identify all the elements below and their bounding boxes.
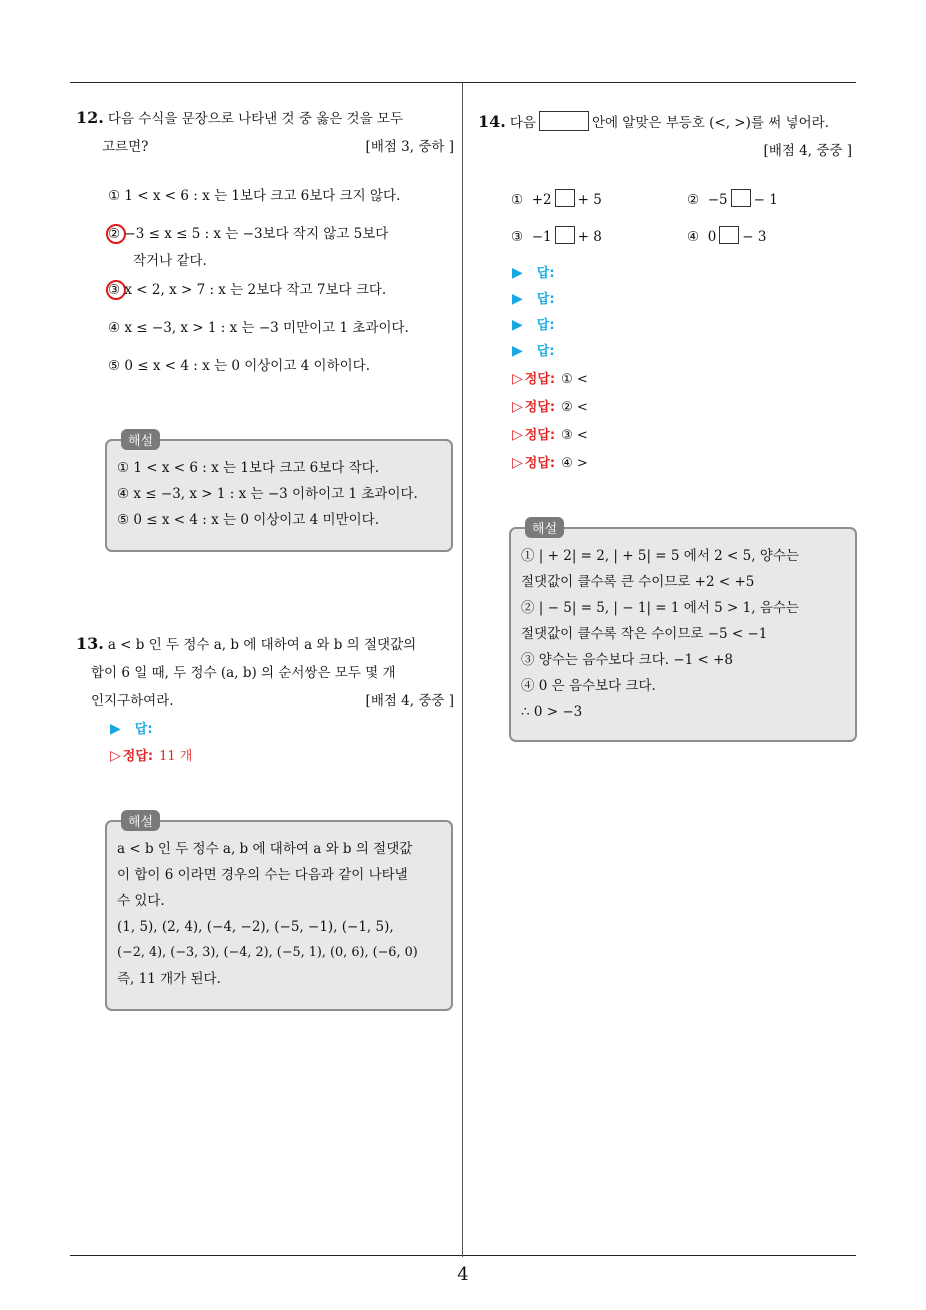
q12-score: [배점 3, 중하 ]	[365, 139, 454, 155]
q13-explanation-line: 수 있다.	[117, 893, 165, 909]
q14-explanation-line: ② | − 5| = 5, | − 1| = 1 에서 5 > 1, 음수는	[521, 600, 799, 616]
q12-option-1[interactable]: ① 1 < x < 6 : x 는 1보다 크고 6보다 크지 않다.	[108, 188, 401, 204]
q14-score: [배점 4, 중중 ]	[763, 143, 852, 159]
q14-explanation-box	[509, 522, 857, 742]
q14-text-after: 안에 알맞은 부등호 (<, >)를 써 넣어라.	[591, 115, 829, 131]
q14-answer-label: 답:	[536, 344, 555, 359]
q13-explanation-line: 이 합이 6 이라면 경우의 수는 다음과 같이 나타낼	[117, 867, 408, 883]
q14-prompt-line2	[478, 137, 856, 165]
q14-correct-row	[512, 396, 588, 415]
q13-prompt-line2	[76, 659, 454, 687]
q14-correct-label: 정답:	[524, 372, 556, 387]
q12-prompt-line2	[76, 133, 454, 161]
q12-text-line2: 고르면?	[102, 139, 149, 155]
q14-correct-value: ① <	[561, 372, 588, 387]
question-13	[76, 630, 454, 715]
q12-option-2-line2: 작거나 같다.	[133, 253, 207, 269]
q14-item-2-left: −5	[707, 192, 728, 208]
q13-prompt-line3	[76, 687, 454, 715]
q13-score: [배점 4, 중중 ]	[365, 693, 454, 709]
q13-number: 13.	[76, 634, 104, 653]
q14-correct-value: ② <	[561, 400, 588, 415]
q13-correct-value: 11 개	[159, 749, 193, 764]
q13-explanation-line: 즉, 11 개가 된다.	[117, 971, 221, 987]
q14-answer-label: 답:	[536, 292, 555, 307]
q13-correct-label: 정답:	[122, 749, 154, 764]
q14-answer-row[interactable]	[512, 262, 555, 281]
q14-item-1-num: ①	[511, 192, 524, 208]
q13-explanation-box	[105, 815, 453, 1011]
q13-answer-row[interactable]	[110, 718, 153, 737]
play-triangle-icon: ▶	[512, 265, 523, 281]
q14-text-before: 다음	[509, 115, 536, 131]
outline-triangle-icon: ▷	[110, 748, 121, 764]
blank-box	[539, 111, 589, 131]
outline-triangle-icon: ▷	[512, 371, 523, 387]
q14-item-4-left: 0	[707, 229, 717, 245]
q13-answer-label: 답:	[134, 722, 153, 737]
q14-correct-label: 정답:	[524, 400, 556, 415]
q14-prompt-line1	[478, 108, 856, 137]
q14-explanation-line: ③ 양수는 음수보다 크다. −1 < +8	[521, 652, 734, 668]
q12-explanation-line: ① 1 < x < 6 : x 는 1보다 크고 6보다 작다.	[117, 460, 380, 476]
q14-correct-row	[512, 368, 588, 387]
question-12	[76, 104, 454, 161]
q12-option-2[interactable]: ② −3 ≤ x ≤ 5 : x 는 −3보다 작지 않고 5보다	[108, 226, 389, 242]
play-triangle-icon: ▶	[110, 721, 121, 737]
blank-box[interactable]	[555, 189, 575, 207]
q12-option-3[interactable]: ③ x < 2, x > 7 : x 는 2보다 작고 7보다 크다.	[108, 282, 387, 298]
q14-answer-label: 답:	[536, 318, 555, 333]
q14-explanation-line: ① | + 2| = 2, | + 5| = 5 에서 2 < 5, 양수는	[521, 548, 799, 564]
play-triangle-icon: ▶	[512, 317, 523, 333]
q13-text-line2: 합이 6 일 때, 두 정수 (a, b) 의 순서쌍은 모두 몇 개	[91, 665, 396, 681]
q14-correct-label: 정답:	[524, 428, 556, 443]
q14-item-3-right: + 8	[577, 229, 602, 245]
q14-correct-value: ③ <	[561, 428, 588, 443]
q12-explanation-line: ④ x ≤ −3, x > 1 : x 는 −3 이하이고 1 초과이다.	[117, 486, 418, 502]
q14-item-2[interactable]	[687, 188, 778, 212]
outline-triangle-icon: ▷	[512, 455, 523, 471]
q14-item-4[interactable]	[687, 225, 767, 249]
q14-explanation-tag: 해설	[525, 517, 564, 538]
q14-answer-label: 답:	[536, 266, 555, 281]
blank-box[interactable]	[719, 226, 739, 244]
q13-prompt-line1	[76, 630, 454, 659]
q12-option-4[interactable]: ④ x ≤ −3, x > 1 : x 는 −3 미만이고 1 초과이다.	[108, 320, 409, 336]
q12-option-5[interactable]: ⑤ 0 ≤ x < 4 : x 는 0 이상이고 4 이하이다.	[108, 358, 371, 374]
q14-correct-row	[512, 424, 588, 443]
q13-explanation-tag: 해설	[121, 810, 160, 831]
q14-answer-row[interactable]	[512, 288, 555, 307]
play-triangle-icon: ▶	[512, 291, 523, 307]
q12-text-line1: 다음 수식을 문장으로 나타낸 것 중 옳은 것을 모두	[107, 111, 403, 127]
q13-text-line3: 인지구하여라.	[91, 693, 174, 709]
column-divider	[462, 83, 463, 1257]
q14-explanation-line: ∴ 0 > −3	[521, 704, 583, 720]
q14-answer-row[interactable]	[512, 340, 555, 359]
play-triangle-icon: ▶	[512, 343, 523, 359]
q12-explanation-tag: 해설	[121, 429, 160, 450]
question-14	[478, 108, 856, 165]
q13-explanation-line: (1, 5), (2, 4), (−4, −2), (−5, −1), (−1, 5),	[117, 919, 394, 935]
q12-prompt-line1	[76, 104, 454, 133]
q14-item-1[interactable]	[511, 188, 602, 212]
q14-correct-row	[512, 452, 588, 471]
blank-box[interactable]	[555, 226, 575, 244]
q13-explanation-line: (−2, 4), (−3, 3), (−4, 2), (−5, 1), (0, 6), (−6, 0)	[117, 945, 418, 960]
bottom-rule	[70, 1255, 856, 1256]
q14-answer-row[interactable]	[512, 314, 555, 333]
q14-item-3[interactable]	[511, 225, 602, 249]
q12-number: 12.	[76, 108, 104, 127]
q14-explanation-line: ④ 0 은 음수보다 크다.	[521, 678, 656, 694]
q14-item-2-right: − 1	[753, 192, 778, 208]
outline-triangle-icon: ▷	[512, 427, 523, 443]
blank-box[interactable]	[731, 189, 751, 207]
q14-item-1-left: +2	[531, 192, 552, 208]
q13-text-line1: a < b 인 두 정수 a, b 에 대하여 a 와 b 의 절댓값의	[107, 637, 417, 653]
q12-explanation-box	[105, 434, 453, 552]
q14-correct-value: ④ >	[561, 456, 588, 471]
q13-correct-row	[110, 745, 192, 764]
q14-item-2-num: ②	[687, 192, 700, 208]
q14-explanation-line: 절댓값이 클수록 작은 수이므로 −5 < −1	[521, 626, 768, 642]
q13-explanation-line: a < b 인 두 정수 a, b 에 대하여 a 와 b 의 절댓값	[117, 841, 413, 857]
q14-number: 14.	[478, 112, 506, 131]
q14-item-4-num: ④	[687, 229, 700, 245]
outline-triangle-icon: ▷	[512, 399, 523, 415]
q14-explanation-line: 절댓값이 클수록 큰 수이므로 +2 < +5	[521, 574, 755, 590]
q14-item-1-right: + 5	[577, 192, 602, 208]
page-number: 4	[457, 1264, 469, 1285]
q14-item-3-left: −1	[531, 229, 552, 245]
q14-item-3-num: ③	[511, 229, 524, 245]
top-rule	[70, 82, 856, 83]
q14-item-4-right: − 3	[742, 229, 767, 245]
q14-correct-label: 정답:	[524, 456, 556, 471]
q12-explanation-line: ⑤ 0 ≤ x < 4 : x 는 0 이상이고 4 미만이다.	[117, 512, 380, 528]
